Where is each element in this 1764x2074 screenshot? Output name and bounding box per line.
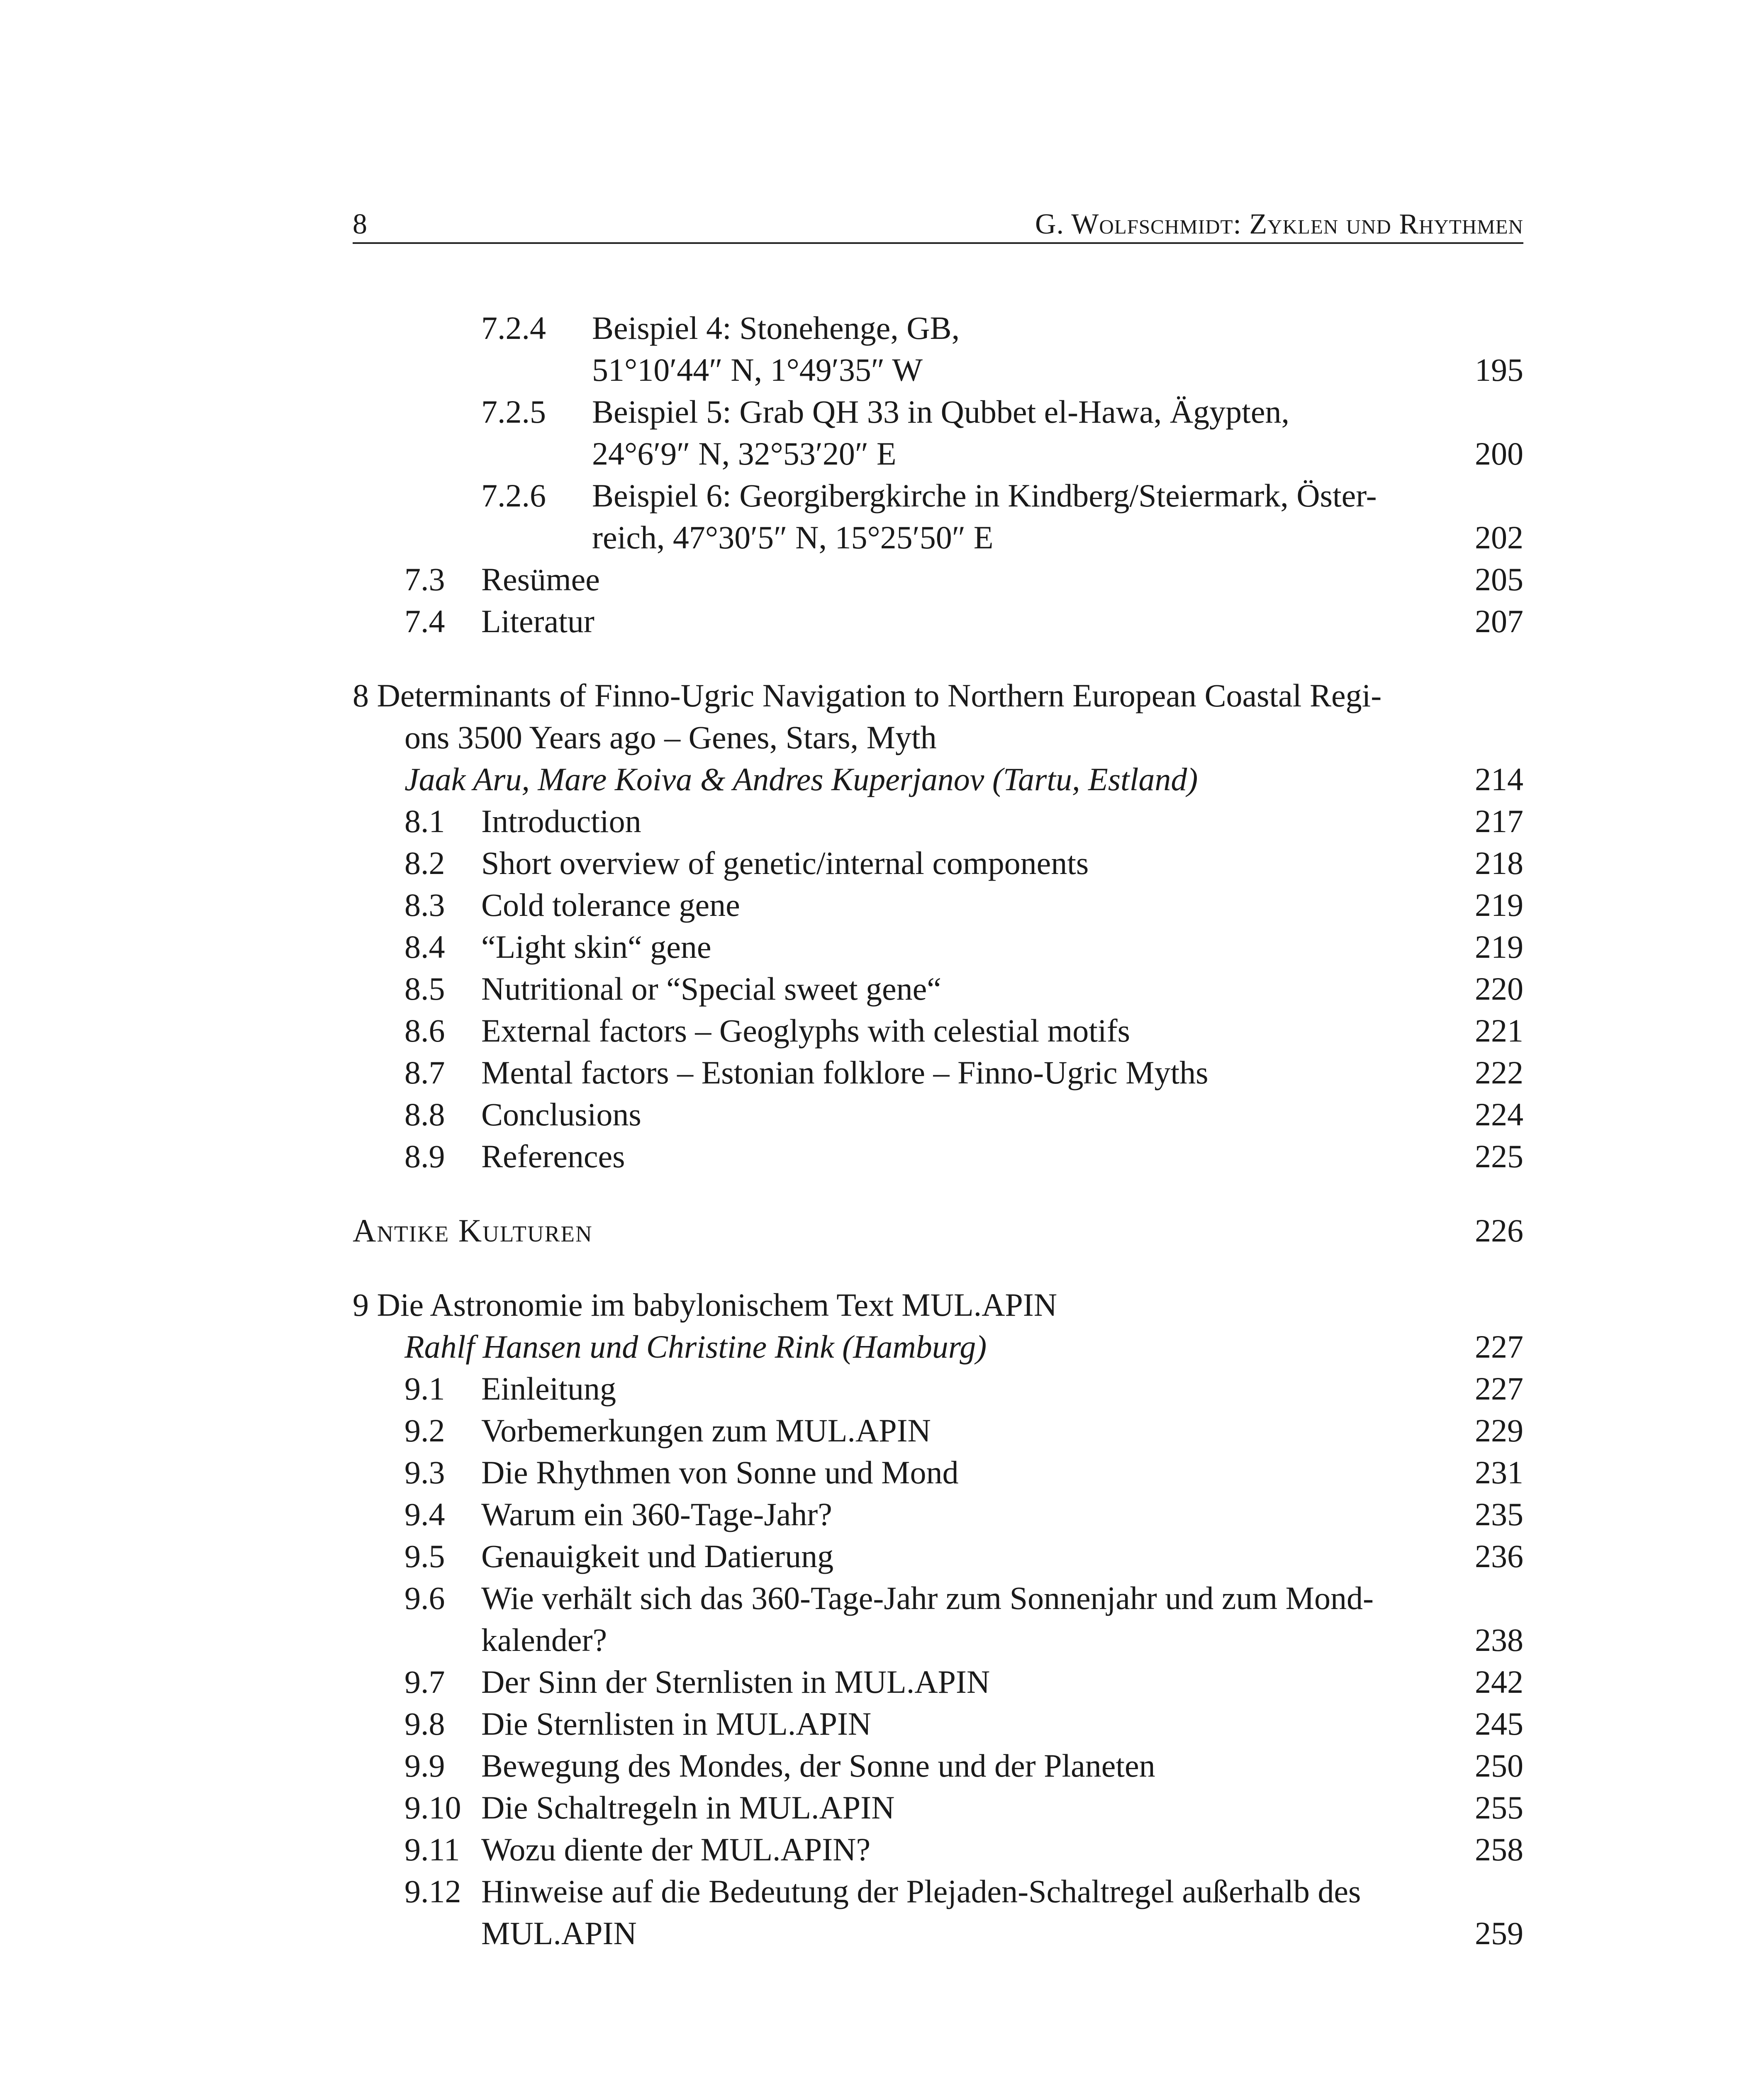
toc-entry-title: Warum ein 360-Tage-Jahr? (481, 1496, 838, 1532)
toc-entry-number: 9.3 (404, 1454, 445, 1490)
toc-entry-title: Beispiel 4: Stonehenge, GB, (592, 310, 960, 346)
toc-entry-title: Nutritional or “Special sweet gene“ (481, 971, 947, 1007)
toc-page-number: 238 (1475, 1622, 1523, 1658)
toc-entry-9-5 (353, 1535, 1523, 1577)
table-of-contents (353, 307, 1523, 1954)
chapter-authors: Rahlf Hansen und Christine Rink (Hamburg) (404, 1329, 987, 1365)
toc-entry-9-4 (353, 1493, 1523, 1535)
toc-entry-number: 9.2 (404, 1412, 445, 1448)
toc-entry-number: 9.9 (404, 1748, 445, 1784)
part-heading (353, 1210, 1523, 1251)
page-number: 8 (353, 208, 367, 240)
toc-page-number: 235 (1475, 1496, 1523, 1532)
toc-entry-number: 8.1 (404, 803, 445, 839)
toc-entry-number: 7.2.5 (481, 394, 546, 430)
toc-entry-title: Literatur (481, 603, 600, 639)
toc-entry-8-6 (353, 1010, 1523, 1052)
toc-entry-9-3 (353, 1451, 1523, 1493)
toc-entry-number: 9.4 (404, 1496, 445, 1532)
toc-entry-title: References (481, 1138, 631, 1174)
toc-page-number: 227 (1475, 1329, 1523, 1365)
toc-entry-number: 8.2 (404, 845, 445, 881)
toc-page-number: 217 (1475, 803, 1523, 839)
toc-entry-7-3 (353, 558, 1523, 600)
toc-page-number: 221 (1475, 1013, 1523, 1049)
toc-entry-title: “Light skin“ gene (481, 929, 717, 965)
toc-entry-number: 7.2.4 (481, 310, 546, 346)
toc-entry-9-10 (353, 1787, 1523, 1828)
toc-entry-title-cont: reich, 47°30′5″ N, 15°25′50″ E (592, 519, 999, 555)
toc-page-number: 231 (1475, 1454, 1523, 1490)
toc-entry-8-4 (353, 926, 1523, 968)
toc-entry-title: Der Sinn der Sternlisten in MUL.APIN (481, 1664, 996, 1700)
toc-entry-number: 9.8 (404, 1706, 445, 1742)
page-header (353, 207, 1523, 244)
toc-entry-number: 8.6 (404, 1013, 445, 1049)
toc-entry-9-12-cont (353, 1912, 1523, 1954)
toc-entry-9-6-cont (353, 1619, 1523, 1661)
toc-entry-title: Beispiel 6: Georgibergkirche in Kindberg/Steiermark, Öster- (592, 477, 1377, 514)
toc-entry-title: Genauigkeit und Datierung (481, 1538, 839, 1574)
part-title: Antike Kulturen (353, 1212, 593, 1249)
toc-page-number: 227 (1475, 1370, 1523, 1407)
toc-page-number: 226 (1475, 1212, 1523, 1249)
toc-entry-9-11 (353, 1828, 1523, 1870)
toc-entry-title: Beispiel 5: Grab QH 33 in Qubbet el-Hawa, Ägypten, (592, 394, 1289, 430)
toc-entry-title: Die Sternlisten in MUL.APIN (481, 1706, 877, 1742)
toc-page-number: 200 (1475, 436, 1523, 472)
chapter-8-title (353, 674, 1523, 716)
running-title: G. Wolfschmidt: Zyklen und Rhythmen (1035, 208, 1523, 240)
toc-page-number: 224 (1475, 1096, 1523, 1132)
toc-entry-9-2 (353, 1409, 1523, 1451)
toc-page-number: 219 (1475, 929, 1523, 965)
toc-page-number: 242 (1475, 1664, 1523, 1700)
toc-entry-title: Conclusions (481, 1096, 647, 1132)
toc-entry-title: Mental factors – Estonian folklore – Finno-Ugric Myths (481, 1054, 1214, 1091)
toc-entry-number: 9.10 (404, 1789, 461, 1826)
toc-entry-title-cont: kalender? (481, 1622, 613, 1658)
toc-entry-9-7 (353, 1661, 1523, 1703)
toc-entry-title: Bewegung des Mondes, der Sonne und der Planeten (481, 1748, 1161, 1784)
toc-entry-8-3 (353, 884, 1523, 926)
toc-entry-8-7 (353, 1052, 1523, 1093)
toc-entry-title: Vorbemerkungen zum MUL.APIN (481, 1412, 937, 1448)
toc-entry-number: 8.5 (404, 971, 445, 1007)
toc-entry-7-2-5 (353, 391, 1523, 433)
toc-page-number: 220 (1475, 971, 1523, 1007)
toc-entry-title-cont: 51°10′44″ N, 1°49′35″ W (592, 352, 928, 388)
toc-page-number: 250 (1475, 1748, 1523, 1784)
toc-entry-8-1 (353, 800, 1523, 842)
toc-page-number: 245 (1475, 1706, 1523, 1742)
toc-entry-7-2-5-cont (353, 433, 1523, 475)
toc-page-number: 225 (1475, 1138, 1523, 1174)
toc-entry-number: 7.2.6 (481, 477, 546, 514)
toc-entry-8-9 (353, 1135, 1523, 1177)
toc-entry-9-1 (353, 1368, 1523, 1409)
toc-entry-title-cont: 24°6′9″ N, 32°53′20″ E (592, 436, 902, 472)
toc-page-number: 259 (1475, 1915, 1523, 1951)
toc-entry-number: 9.5 (404, 1538, 445, 1574)
toc-entry-number: 9.7 (404, 1664, 445, 1700)
toc-entry-8-2 (353, 842, 1523, 884)
toc-entry-8-5 (353, 968, 1523, 1010)
toc-entry-title: Resümee (481, 561, 606, 597)
toc-page-number: 222 (1475, 1054, 1523, 1091)
toc-entry-title: Wozu diente der MUL.APIN? (481, 1831, 876, 1867)
toc-entry-number: 8.3 (404, 887, 445, 923)
toc-entry-title: Die Rhythmen von Sonne und Mond (481, 1454, 964, 1490)
toc-entry-8-8 (353, 1093, 1523, 1135)
toc-entry-title: Cold tolerance gene (481, 887, 746, 923)
toc-page-number: 214 (1475, 761, 1523, 797)
chapter-title: 8 Determinants of Finno-Ugric Navigation to Northern European Coastal Regi- (353, 677, 1382, 713)
toc-page-number: 207 (1475, 603, 1523, 639)
toc-entry-number: 9.6 (404, 1580, 445, 1616)
toc-entry-7-4 (353, 600, 1523, 642)
toc-page-number: 236 (1475, 1538, 1523, 1574)
chapter-9-title (353, 1284, 1523, 1326)
toc-page-number: 258 (1475, 1831, 1523, 1867)
toc-entry-title: External factors – Geoglyphs with celestial motifs (481, 1013, 1136, 1049)
toc-entry-7-2-4 (353, 307, 1523, 349)
toc-entry-title: Einleitung (481, 1370, 622, 1407)
toc-entry-number: 8.9 (404, 1138, 445, 1174)
toc-entry-9-9 (353, 1745, 1523, 1787)
toc-entry-7-2-4-cont (353, 349, 1523, 391)
toc-entry-number: 7.3 (404, 561, 445, 597)
chapter-title-cont: ons 3500 Years ago – Genes, Stars, Myth (404, 719, 937, 755)
toc-page-number: 205 (1475, 561, 1523, 597)
chapter-title: 9 Die Astronomie im babylonischem Text MUL.APIN (353, 1287, 1057, 1323)
toc-entry-7-2-6 (353, 475, 1523, 516)
toc-page-number: 195 (1475, 352, 1523, 388)
toc-page-number: 229 (1475, 1412, 1523, 1448)
toc-entry-title: Introduction (481, 803, 647, 839)
chapter-8-title-cont (353, 716, 1523, 758)
chapter-authors: Jaak Aru, Mare Koiva & Andres Kuperjanov (Tartu, Estland) (404, 761, 1198, 797)
toc-entry-number: 9.12 (404, 1873, 461, 1909)
chapter-9-authors (353, 1326, 1523, 1368)
toc-entry-title: Short overview of genetic/internal components (481, 845, 1094, 881)
toc-entry-number: 8.4 (404, 929, 445, 965)
toc-entry-title: Hinweise auf die Bedeutung der Plejaden-Schaltregel außerhalb des (481, 1873, 1361, 1909)
toc-entry-number: 8.7 (404, 1054, 445, 1091)
toc-entry-9-6 (353, 1577, 1523, 1619)
toc-entry-title-cont: MUL.APIN (481, 1915, 643, 1951)
toc-entry-number: 9.1 (404, 1370, 445, 1407)
toc-entry-9-12 (353, 1870, 1523, 1912)
toc-entry-number: 9.11 (404, 1831, 460, 1867)
toc-entry-7-2-6-cont (353, 516, 1523, 558)
toc-entry-9-8 (353, 1703, 1523, 1745)
toc-entry-title: Die Schaltregeln in MUL.APIN (481, 1789, 900, 1826)
chapter-8-authors (353, 758, 1523, 800)
toc-page-number: 218 (1475, 845, 1523, 881)
toc-entry-number: 7.4 (404, 603, 445, 639)
toc-entry-number: 8.8 (404, 1096, 445, 1132)
toc-page-number: 255 (1475, 1789, 1523, 1826)
toc-page-number: 219 (1475, 887, 1523, 923)
toc-page-number: 202 (1475, 519, 1523, 555)
toc-entry-title: Wie verhält sich das 360-Tage-Jahr zum Sonnenjahr und zum Mond- (481, 1580, 1374, 1616)
